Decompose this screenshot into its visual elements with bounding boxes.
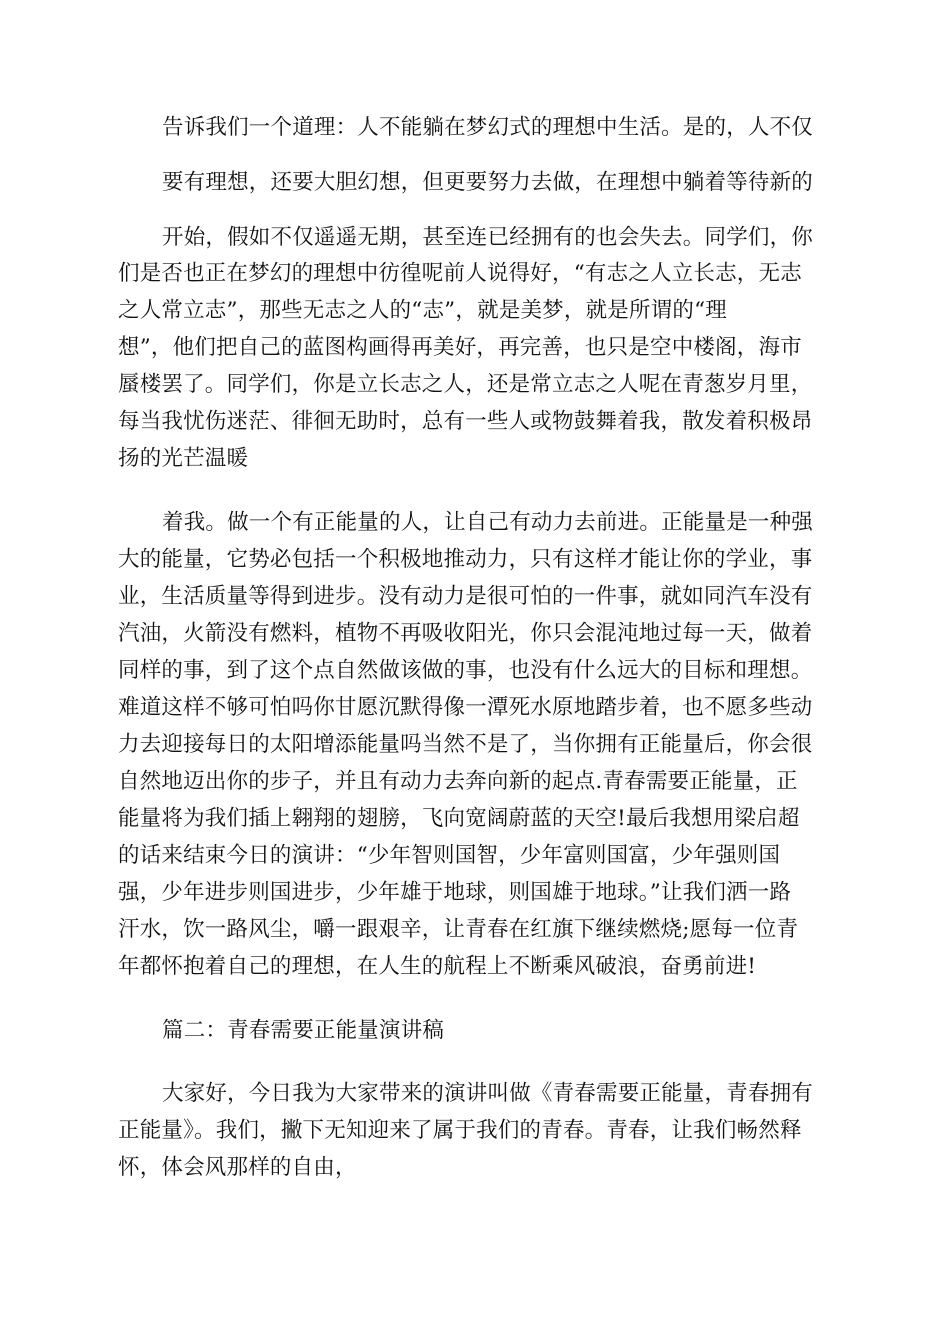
text-line: 的话来结束今日的演讲：“少年智则国智，少年富则国富，少年强则国 <box>118 843 781 868</box>
text-line: 之人常立志”，那些无志之人的“志”，就是美梦，就是所谓的“理 <box>118 298 727 323</box>
text-line: 扬的光芒温暖 <box>118 446 249 471</box>
text-line: 开始，假如不仅遥遥无期，甚至连已经拥有的也会失去。同学们，你 <box>162 225 814 250</box>
text-line: 强，少年进步则国进步，少年雄于地球，则国雄于地球。”让我们洒一路 <box>118 880 792 905</box>
text-line: 汽油，火箭没有燃料，植物不再吸收阳光，你只会混沌地过每一天，做着 <box>118 621 813 646</box>
text-line: 大家好，今日我为大家带来的演讲叫做《青春需要正能量，青春拥有 <box>162 1081 814 1106</box>
text-line: 难道这样不够可怕吗你甘愿沉默得像一潭死水原地踏步着，也不愿多些动 <box>118 695 813 720</box>
section-heading: 篇二：青春需要正能量演讲稿 <box>162 1018 445 1043</box>
text-line: 正能量》。我们，撇下无知迎来了属于我们的青春。青春，让我们畅然释 <box>118 1118 802 1143</box>
text-line: 着我。做一个有正能量的人，让自己有动力去前进。正能量是一种强 <box>162 510 814 535</box>
text-line: 想”，他们把自己的蓝图构画得再美好，再完善，也只是空中楼阁，海市 <box>118 335 802 360</box>
text-line: 每当我忧伤迷茫、徘徊无助时，总有一些人或物鼓舞着我，散发着积极昂 <box>118 409 813 434</box>
text-line: 蜃楼罢了。同学们，你是立长志之人，还是常立志之人呢在青葱岁月里， <box>118 372 813 397</box>
text-line: 告诉我们一个道理：人不能躺在梦幻式的理想中生活。是的，人不仅 <box>162 115 814 140</box>
text-line: 自然地迈出你的步子，并且有动力去奔向新的起点.青春需要正能量，正 <box>118 769 798 794</box>
text-line: 怀，体会风那样的自由， <box>118 1155 357 1180</box>
text-line: 要有理想，还要大胆幻想，但更要努力去做，在理想中躺着等待新的 <box>162 170 814 195</box>
text-line: 业，生活质量等得到进步。没有动力是很可怕的一件事，就如同汽车没有 <box>118 584 813 609</box>
text-line: 年都怀抱着自己的理想，在人生的航程上不断乘风破浪，奋勇前进! <box>118 954 757 979</box>
text-line: 汗水，饮一路风尘，嚼一跟艰辛，让青春在红旗下继续燃烧;愿每一位青 <box>118 917 799 942</box>
text-line: 同样的事，到了这个点自然做该做的事，也没有什么远大的目标和理想。 <box>118 658 813 683</box>
text-line: 大的能量，它势必包括一个积极地推动力，只有这样才能让你的学业，事 <box>118 547 813 572</box>
text-line: 力去迎接每日的太阳增添能量吗当然不是了，当你拥有正能量后，你会很 <box>118 732 813 757</box>
text-line: 能量将为我们插上翱翔的翅膀，飞向宽阔蔚蓝的天空!最后我想用梁启超 <box>118 806 800 831</box>
text-line: 们是否也正在梦幻的理想中彷徨呢前人说得好，“有志之人立长志，无志 <box>118 261 802 286</box>
